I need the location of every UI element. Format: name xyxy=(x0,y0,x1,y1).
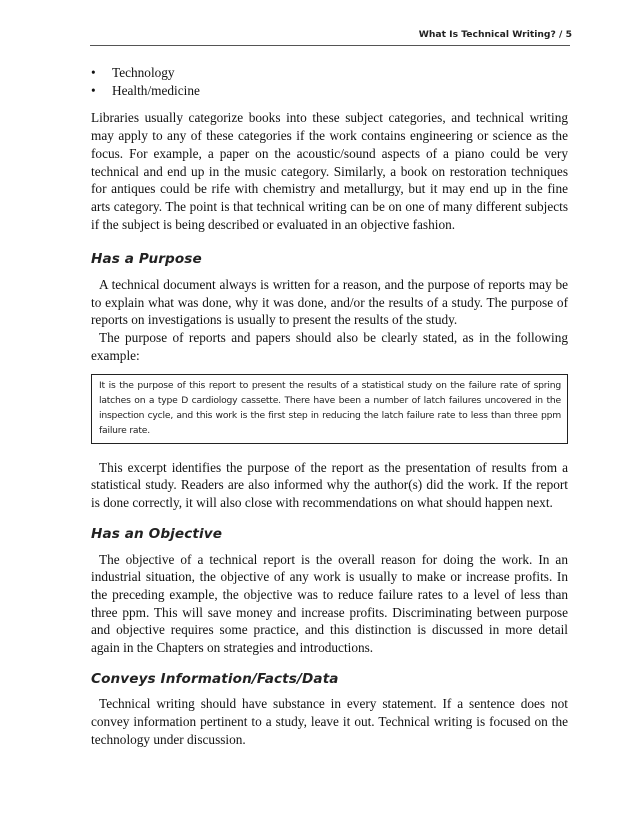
header-rule xyxy=(90,45,570,46)
subject-list xyxy=(91,64,568,99)
purpose-paragraph-2: The purpose of reports and papers should also be clearly stated, as in the following example: xyxy=(91,330,568,363)
conveys-paragraph: Technical writing should have substance in every statement. If a sentence does not convey information pertinent to a study, leave it out. Technical writing is focused on the technology under discussion. xyxy=(91,696,568,747)
example-excerpt-box: It is the purpose of this report to present the results of a statistical study on the failure rate of spring latches on a type D cardiology cassette. There have been a number of latch failures uncovered in the inspection cycle, and this work is the first step in reducing the latch failure rate to less than three ppm failure rate. xyxy=(91,374,568,444)
objective-paragraph: The objective of a technical report is the overall reason for doing the work. In an industrial situation, the objective of any work is usually to make or increase profits. In the preceding example, the objective was to reduce failure rates to a level of less than three ppm. This will save money and increase profits. Discriminating between purpose and objective requires some practice, and this distinction is discussed in more detail again in the Chapters on strategies and introductions. xyxy=(91,551,568,656)
list-item xyxy=(91,82,568,100)
purpose-paragraph-1: A technical document always is written for a reason, and the purpose of reports may be to explain what was done, why it was done, and/or the results of a study. The purpose of reports on investigations is usually to present the results of the study. xyxy=(91,277,568,328)
libraries-paragraph: Libraries usually categorize books into these subject categories, and technical writing may apply to any of these categories if the work contains engineering or science as the focus. For example, a paper on the acoustic/sound aspects of a piano could be very technical and end up in the music category. Similarly, a book on restoration techniques for antiques could be rife with chemistry and metallurgy, but it may end up in the fine arts category. The point is that technical writing can be on one of many different subjects if the subject is being described or evaluated in an objective fashion. xyxy=(91,110,568,232)
bullet-mark: • xyxy=(91,65,96,80)
list-item xyxy=(91,64,568,82)
list-item-text: Technology xyxy=(112,65,175,80)
purpose-paragraph-3: This excerpt identifies the purpose of the report as the presentation of results from a statistical study. Readers are also informed why the author(s) did the work. If the report is done correctly, it will also close with recommendations on what should happen next. xyxy=(91,459,568,511)
running-head: What Is Technical Writing? / 5 xyxy=(418,29,572,40)
heading-conveys-information: Conveys Information/Facts/Data xyxy=(91,670,339,687)
page-body xyxy=(91,64,568,749)
heading-has-a-purpose: Has a Purpose xyxy=(91,251,202,268)
bullet-mark: • xyxy=(91,82,96,98)
list-item-text: Health/medicine xyxy=(112,82,200,98)
heading-has-an-objective: Has an Objective xyxy=(91,525,223,542)
